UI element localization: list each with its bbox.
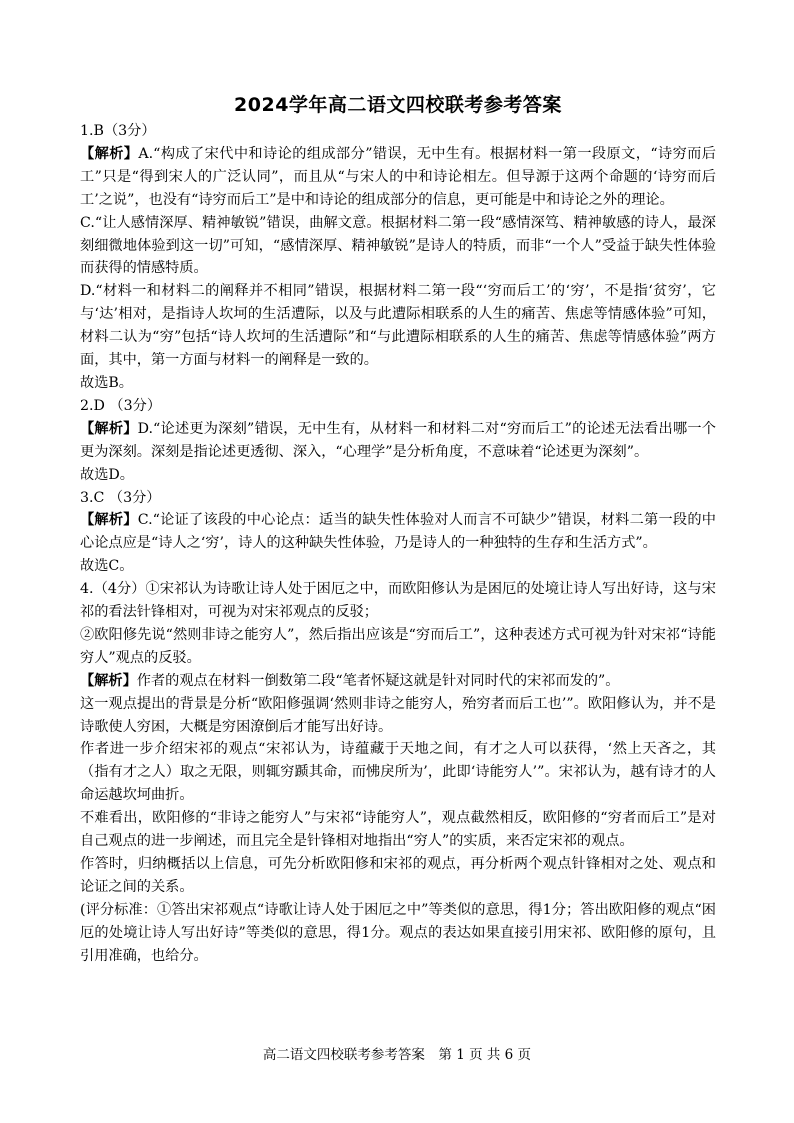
q4-analysis-songqi: 作者进一步介绍宋祁的观点“宋祁认为，诗蕴藏于天地之间，有才之人可以获得，‘然上天吝之，其（指有才之人）取之无限，则辄穷踬其命，而怫戾所为’，此即‘诗能穷人’”。宋祁认为，越有诗才的人命运越坎坷曲折。 (80, 741, 716, 804)
q1-choice: 故选B。 (80, 374, 133, 391)
answer-page (80, 92, 716, 968)
analysis-tag: 【解析】 (80, 672, 137, 689)
q3-choice: 故选C。 (80, 558, 134, 575)
q4-analysis-contrast: 不难看出，欧阳修的“非诗之能穷人”与宋祁“诗能穷人”，观点截然相反，欧阳修的“穷者而后工”是对自己观点的进一步阐述，而且完全是针锋相对地指出“穷人”的实质，来否定宋祁的观点。 (80, 810, 716, 850)
q3-analysis (80, 509, 716, 555)
q2-choice: 故选D。 (80, 466, 134, 483)
q1-analysis-d: D.“材料一和材料二的阐释并不相同”错误，根据材料二第一段“‘穷而后工’的‘穷’，不是指‘贫穷’，它与‘达’相对，是指诗人坎坷的生活遭际，以及与此遭际相联系的人生的痛苦、焦虑等情感体验”可知，材料二认为“穷”包括“诗人坎坷的生活遭际”和“与此遭际相联系的人生的痛苦、焦虑等情感体验”两方面，其中，第一方面与材料一的阐释是一致的。 (80, 283, 716, 369)
q3-answer: 3.C （3分） (80, 489, 161, 506)
q4-scoring-criteria: (评分标准：①答出宋祁观点“诗歌让诗人处于困厄之中”等类似的意思，得1分；答出欧阳修的观点“困厄的处境让诗人写出好诗”等类似的意思，得1分。观点的表达如果直接引用宋祁、欧阳修的原句，且引用准确，也给分。 (80, 901, 716, 964)
q2-analysis (80, 418, 716, 464)
analysis-text: C.“论证了该段的中心论点：适当的缺失性体验对人而言不可缺少”错误，材料二第一段的中心论点应是“诗人之‘穷’，诗人的这种缺失性体验，乃是诗人的一种独特的生存和生活方式”。 (80, 512, 716, 552)
q4-answer-point-2: ②欧阳修先说“然则非诗之能穷人”，然后指出应该是“穷而后工”，这种表述方式可视为针对宋祁“诗能穷人”观点的反驳。 (80, 626, 716, 666)
analysis-tag: 【解析】 (80, 145, 139, 162)
analysis-text: 作者的观点在材料一倒数第二段“笔者怀疑这就是针对同时代的宋祁而发的”。 (136, 672, 620, 689)
q2-answer: 2.D （3分） (80, 397, 162, 414)
q4-answer-point-1: 4.（4分）①宋祁认为诗歌让诗人处于困厄之中，而欧阳修认为是困厄的处境让诗人写出好诗，这与宋祁的看法针锋相对，可视为对宋祁观点的反驳； (80, 581, 716, 621)
q1-analysis-a (80, 143, 716, 212)
analysis-tag: 【解析】 (80, 420, 138, 437)
analysis-tag: 【解析】 (80, 512, 138, 529)
page-footer: 高二语文四校联考参考答案 第 1 页 共 6 页 (262, 1047, 532, 1063)
q4-analysis-method: 作答时，归纳概括以上信息，可先分析欧阳修和宋祁的观点，再分析两个观点针锋相对之处、观点和论证之间的关系。 (80, 856, 716, 895)
q1-answer: 1.B（3分） (80, 123, 156, 139)
page-title: 2024学年高二语文四校联考参考答案 (234, 94, 562, 116)
q1-analysis-c: C.“让人感情深厚、精神敏锐”错误，曲解文意。根据材料二第一段“感情深笃、精神敏感的诗人，最深刻细微地体验到这一切”可知，“感情深厚、精神敏锐”是诗人的特质，而非“一个人”受益于缺失性体验而获得的情感特质。 (80, 214, 716, 277)
analysis-text: D.“论述更为深刻”错误，无中生有，从材料一和材料二对“穷而后工”的论述无法看出哪一个更为深刻。深刻是指论述更透彻、深入，“心理学”是分析角度，不意味着“论述更为深刻”。 (80, 420, 716, 460)
q4-analysis-background: 这一观点提出的背景是分析“欧阳修强调‘然则非诗之能穷人，殆穷者而后工也’”。欧阳修认为，并不是诗歌使人穷困，大概是穷困潦倒后才能写出好诗。 (80, 695, 716, 735)
q4-analysis (80, 670, 716, 693)
analysis-text: A.“构成了宋代中和诗论的组成部分”错误，无中生有。根据材料一第一段原文，“诗穷而后工”只是“得到宋人的广泛认同”，而且从“与宋人的中和诗论相左。但导源于这两个命题的‘诗穷而后工’之说”，也没有“诗穷而后工”是中和诗论的组成部分的信息，更可能是中和诗论之外的理论。 (80, 145, 716, 208)
